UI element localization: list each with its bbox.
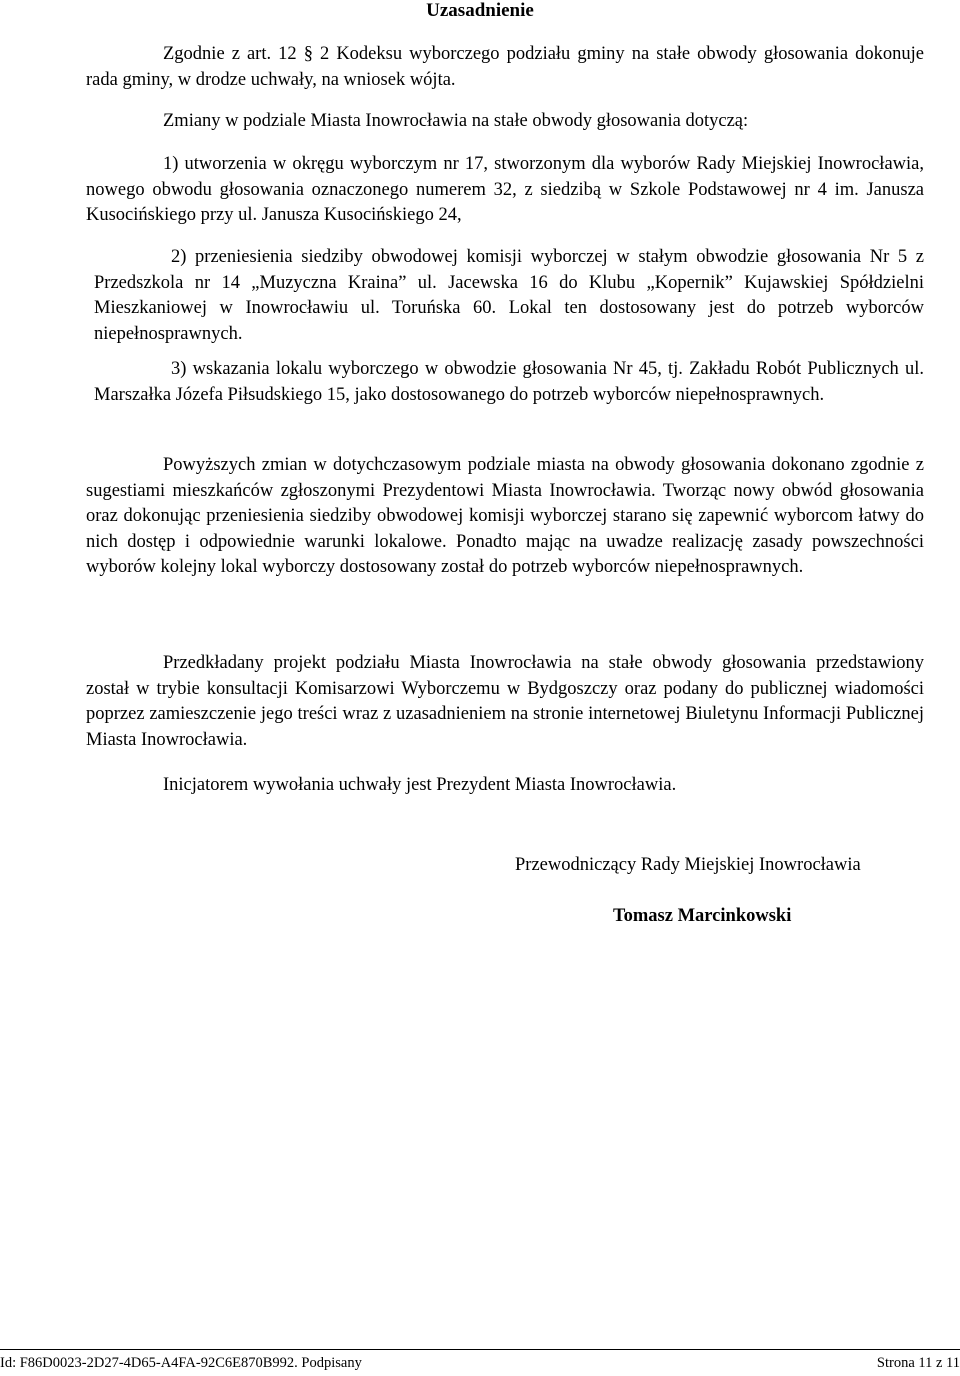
paragraph-change-1: 1) utworzenia w okręgu wyborczym nr 17, stworzonym dla wyborów Rady Miejskiej Inowrocławia, nowego obwodu głosowania oznaczonego numerem 32, z siedzibą w Szkole Podstawowej nr 4 im. Janusza Kusocińskiego przy ul. Janusza Kusocińskiego 24, — [86, 154, 924, 226]
paragraph-changes-intro: Zmiany w podziale Miasta Inowrocławia na stałe obwody głosowania dotyczą: — [163, 111, 749, 131]
paragraph-change-2: 2) przeniesienia siedziby obwodowej komisji wyborczej w stałym obwodzie głosowania Nr 5 z Przedszkola nr 14 „Muzyczna Kraina” ul. Jacewska 16 do Klubu „Kopernik” Kujawskiej Spółdzielni Mieszkaniowej w Inowrocławiu ul. Toruńska 60. Lokal ten dostosowany jest do potrzeb wyborców niepełnosprawnych. — [94, 247, 924, 344]
paragraph-change-3: 3) wskazania lokalu wyborczego w obwodzie głosowania Nr 45, tj. Zakładu Robót Publicznych ul. Marszałka Józefa Piłsudskiego 15, jako dostosowanego do potrzeb wyborców niepełnosprawnych. — [94, 359, 924, 405]
paragraph-legal-basis: Zgodnie z art. 12 § 2 Kodeksu wyborczego podziału gminy na stałe obwody głosowania dokonuje rada gminy, w drodze uchwały, na wniosek wójta. — [86, 44, 924, 90]
signature-name: Tomasz Marcinkowski — [613, 906, 792, 926]
footer-divider — [0, 1349, 960, 1350]
footer-document-id: Id: F86D0023-2D27-4D65-A4FA-92C6E870B992. Podpisany — [0, 1355, 362, 1371]
page-heading: Uzasadnienie — [426, 0, 534, 21]
paragraph-initiator: Inicjatorem wywołania uchwały jest Prezydent Miasta Inowrocławia. — [163, 775, 677, 795]
paragraph-consultation: Przedkładany projekt podziału Miasta Inowrocławia na stałe obwody głosowania przedstawiony został w trybie konsultacji Komisarzowi Wyborczemu w Bydgoszczy oraz podany do publicznej wiadomości poprzez zamieszczenie jego treści wraz z uzasadnieniem na stronie internetowej Biuletynu Informacji Publicznej Miasta Inowrocławia. — [86, 653, 924, 750]
signature-role: Przewodniczący Rady Miejskiej Inowrocławia — [515, 855, 861, 875]
paragraph-rationale: Powyższych zmian w dotychczasowym podziale miasta na obwody głosowania dokonano zgodnie z sugestiami mieszkańców zgłoszonymi Prezydentowi Miasta Inowrocławia. Tworząc nowy obwód głosowania oraz dokonując przeniesienia siedziby obwodowej komisji wyborczej starano się zapewnić wyborcom łatwy do nich dostęp i odpowiednie warunki lokalowe. Ponadto mając na uwadze realizację zasady powszechności wyborów kolejny lokal wyborczy dostosowany został do potrzeb wyborców niepełnosprawnych. — [86, 455, 924, 578]
footer-page-number: Strona 11 z 11 — [876, 1355, 960, 1371]
